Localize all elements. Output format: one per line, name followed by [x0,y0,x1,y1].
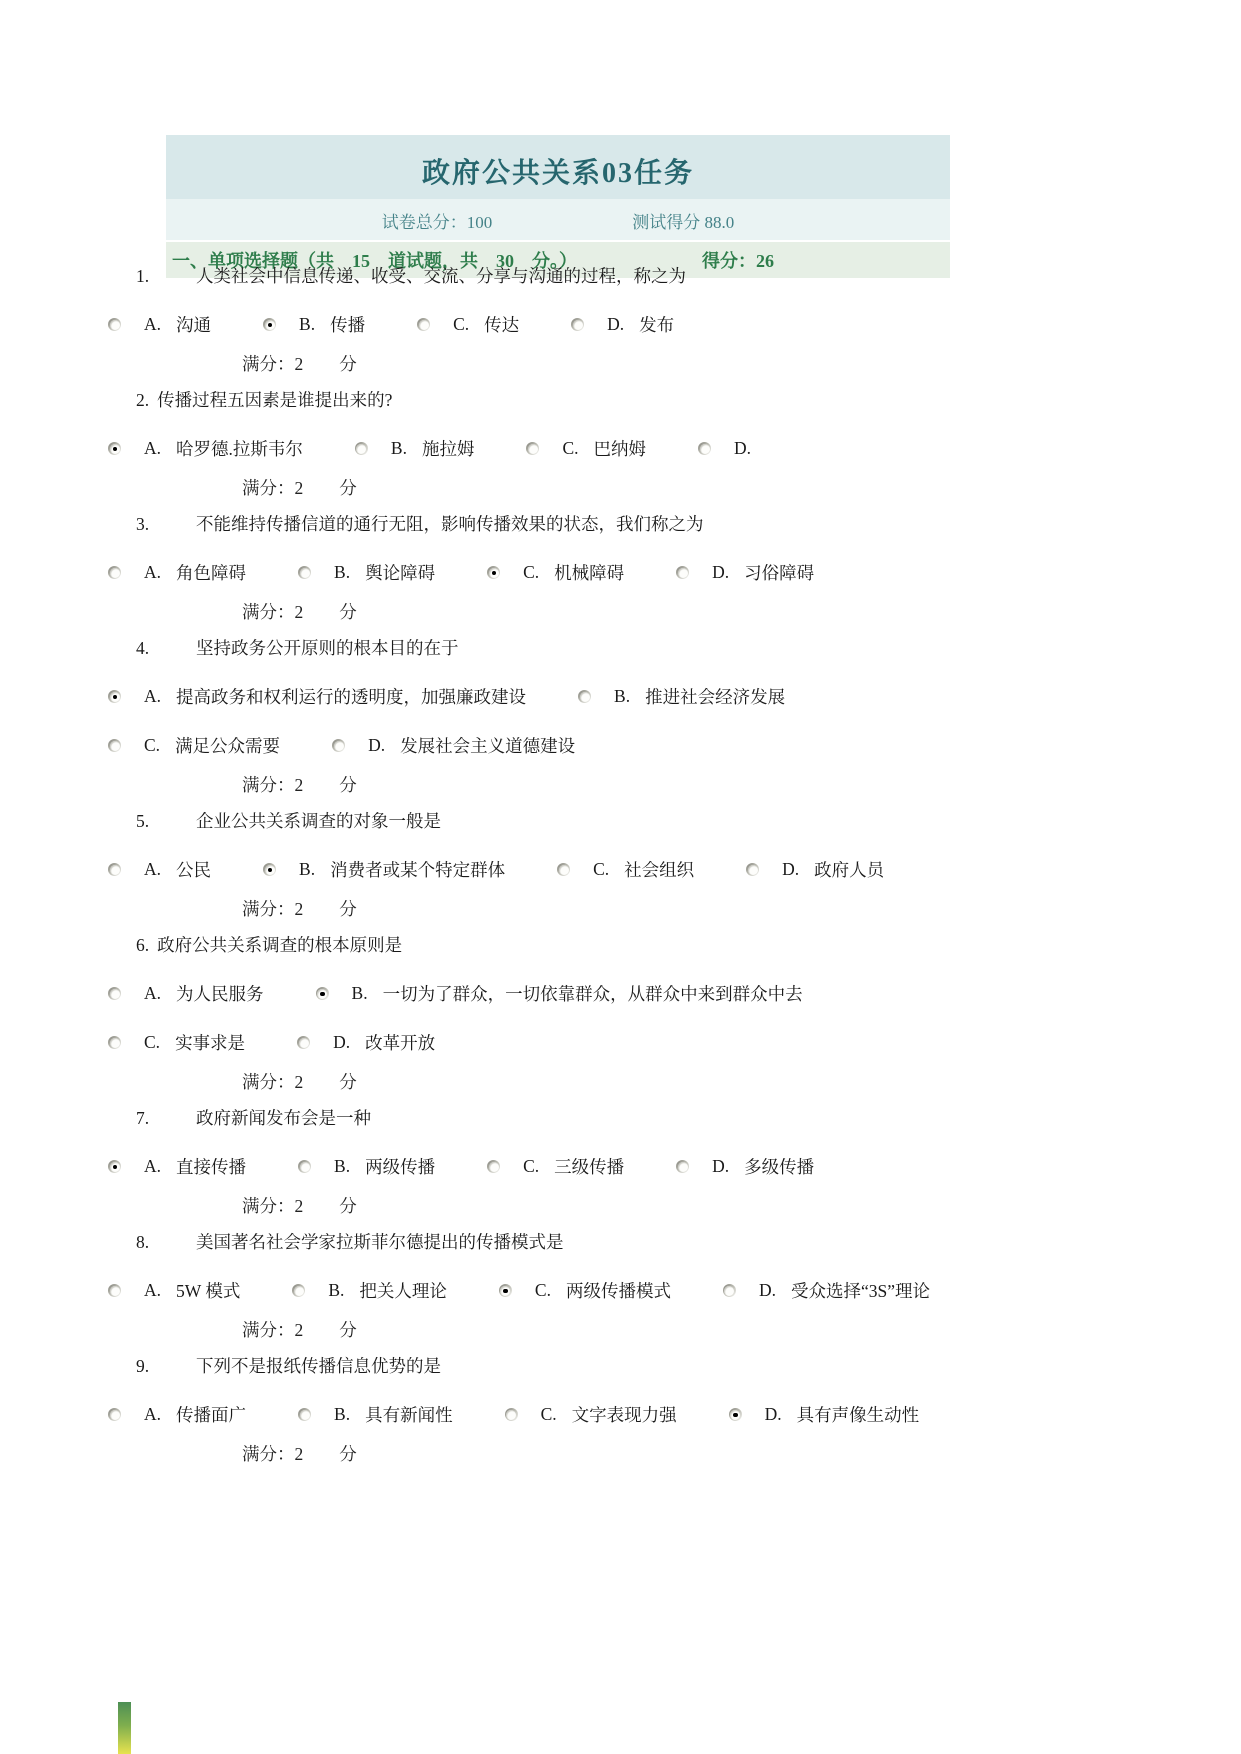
option-letter: C. [523,562,540,582]
option-radio[interactable] [723,1284,736,1297]
option-letter: D. [607,314,625,334]
option-letter: C. [453,314,470,334]
option-text: 两级传播模式 [565,1281,671,1301]
option-letter: D. [782,859,800,879]
max-score-value: 2 [294,1196,304,1216]
question-block [100,1354,1040,1466]
option-text: 舆论障碍 [365,563,436,583]
option [298,1402,453,1427]
max-score-unit: 分 [339,1320,357,1340]
option-radio[interactable] [487,1160,500,1173]
option-text: 社会组织 [624,860,695,880]
option [108,560,246,585]
max-score-value: 2 [294,775,304,795]
question-number: 1. [136,266,150,286]
option-radio[interactable] [355,442,368,455]
max-score-line [100,772,1040,797]
option-text: 机械障碍 [554,563,625,583]
option-letter: C. [523,1156,540,1176]
max-score-value: 2 [294,1320,304,1340]
option-letter: B. [328,1280,345,1300]
max-score-label: 满分： [242,602,295,622]
option-radio[interactable] [332,739,345,752]
option-radio[interactable] [108,1408,121,1421]
option-radio[interactable] [746,863,759,876]
option [676,1154,814,1179]
question-number: 2. [136,390,150,410]
option-radio[interactable] [263,318,276,331]
option-text: 推进社会经济发展 [645,687,786,707]
option [108,981,264,1006]
max-score-label: 满分： [242,478,295,498]
option [316,981,803,1006]
max-score-label: 满分： [242,1320,295,1340]
option [499,1278,671,1303]
option-radio[interactable] [108,1160,121,1173]
option-letter: B. [334,562,351,582]
option-radio[interactable] [108,1284,121,1297]
max-score-label: 满分： [242,1444,295,1464]
option-letter: B. [299,859,316,879]
option-radio[interactable] [108,318,121,331]
option-text: 公民 [176,860,212,880]
option-radio[interactable] [526,442,539,455]
option-letter: D. [712,562,730,582]
question-text: 人类社会中信息传递、收受、交流、分享与沟通的过程，称之为 [196,266,686,286]
total-score-label: 试卷总分： [381,213,467,232]
option-text: 文字表现力强 [571,1405,677,1425]
max-score-label: 满分： [242,775,295,795]
question-text: 坚持政务公开原则的根本目的在于 [196,638,459,658]
option [108,857,211,882]
option-radio[interactable] [108,566,121,579]
option [676,560,814,585]
options-row [100,684,1040,709]
option [746,857,884,882]
option-letter: B. [299,314,316,334]
options-row [100,1278,1040,1303]
question-number: 8. [136,1232,150,1252]
question-line [100,512,1040,536]
option-text: 巴纳姆 [593,439,647,459]
result-score [632,208,734,233]
option [108,1030,245,1055]
option-letter: A. [144,438,162,458]
option [108,1154,246,1179]
option-letter: C. [144,735,161,755]
option-letter: C. [534,1280,551,1300]
option-radio[interactable] [578,690,591,703]
option-radio[interactable] [571,318,584,331]
option-text: 改革开放 [365,1033,436,1053]
page-title: 政府公共关系03任务 [421,158,694,189]
options-row [100,560,1040,585]
option [417,312,519,337]
option-text: 5W 模式 [176,1281,241,1301]
option-text: 消费者或某个特定群体 [330,860,506,880]
options-row [100,436,1040,461]
option-text: 沟通 [176,315,212,335]
max-score-value: 2 [294,602,304,622]
question-line [100,636,1040,660]
max-score-value: 2 [294,1444,304,1464]
question-text: 政府新闻发布会是一种 [196,1108,371,1128]
option-text: 把关人理论 [359,1281,447,1301]
question-number: 4. [136,638,150,658]
question-line [100,933,1040,957]
question-number: 9. [136,1356,150,1376]
option-text: 具有声像生动性 [796,1405,920,1425]
max-score-label: 满分： [242,899,295,919]
question-text: 不能维持传播信道的通行无阻，影响传播效果的状态，我们称之为 [196,514,704,534]
option [108,733,280,758]
option-radio[interactable] [557,863,570,876]
question-number: 5. [136,811,150,831]
max-score-line [100,351,1040,376]
option-text: 多级传播 [744,1157,815,1177]
option-text: 发展社会主义道德建设 [400,736,576,756]
option [571,312,674,337]
max-score-value: 2 [294,478,304,498]
option-letter: D. [368,735,386,755]
question-block [100,1106,1040,1218]
option [297,1030,435,1055]
option-radio[interactable] [698,442,711,455]
max-score-line [100,1317,1040,1342]
option [487,1154,624,1179]
option-letter: D. [734,438,752,458]
max-score-unit: 分 [339,1444,357,1464]
options-row [100,857,1040,882]
title-bar [166,135,950,199]
question-number: 7. [136,1108,150,1128]
max-score-label: 满分： [242,354,295,374]
option-radio[interactable] [676,566,689,579]
option-radio[interactable] [676,1160,689,1173]
max-score-value: 2 [294,1072,304,1092]
question-text: 传播过程五因素是谁提出来的? [157,390,393,410]
section-title: 一、单项选择题（共 15 道试题，共 30 分。） [172,251,577,271]
option-radio[interactable] [298,1408,311,1421]
max-score-value: 2 [294,899,304,919]
option-radio[interactable] [108,739,121,752]
question-block [100,933,1040,1094]
max-score-unit: 分 [339,602,357,622]
max-score-unit: 分 [339,775,357,795]
option [292,1278,447,1303]
question-text: 美国著名社会学家拉斯菲尔德提出的传播模式是 [196,1232,564,1252]
max-score-line [100,1193,1040,1218]
option-letter: C. [593,859,610,879]
option-radio[interactable] [108,442,121,455]
result-score-value: 88.0 [704,213,735,232]
option-letter: A. [144,1156,162,1176]
max-score-line [100,475,1040,500]
result-score-label: 测试得分 [632,213,701,232]
option-letter: D. [333,1032,351,1052]
option-text: 发布 [639,315,675,335]
option [108,1278,240,1303]
options-row [100,981,1040,1006]
partial-scrolled-graphic [118,1702,131,1754]
option [108,684,526,709]
question-line [100,264,1040,288]
option-radio[interactable] [108,863,121,876]
max-score-line [100,1441,1040,1466]
max-score-unit: 分 [339,1072,357,1092]
option [355,436,475,461]
option [298,1154,435,1179]
options-row [100,1402,1040,1427]
question-block [100,1230,1040,1342]
option-text: 两级传播 [365,1157,436,1177]
option-radio[interactable] [292,1284,305,1297]
total-score [382,208,493,233]
option [578,684,785,709]
max-score-label: 满分： [242,1072,295,1092]
question-line [100,1106,1040,1130]
option-text: 一切为了群众，一切依靠群众，从群众中来到群众中去 [382,984,803,1004]
max-score-line [100,599,1040,624]
max-score-value: 2 [294,354,304,374]
option-letter: B. [351,983,368,1003]
option-radio[interactable] [316,987,329,1000]
option-text: 施拉姆 [421,439,475,459]
option-letter: B. [614,686,631,706]
option-text: 传播面广 [176,1405,247,1425]
question-line [100,1354,1040,1378]
question-block [100,636,1040,797]
option [108,1402,246,1427]
option [487,560,624,585]
option-text: 提高政务和权利运行的透明度，加强廉政建设 [176,687,527,707]
option-letter: B. [334,1404,351,1424]
option-text: 哈罗德.拉斯韦尔 [176,439,303,459]
option-radio[interactable] [298,566,311,579]
max-score-label: 满分： [242,1196,295,1216]
option-letter: A. [144,314,162,334]
question-text: 政府公共关系调查的根本原则是 [157,935,403,955]
option [332,733,575,758]
option-radio[interactable] [729,1408,742,1421]
option-radio[interactable] [263,863,276,876]
option [263,857,505,882]
option-letter: C. [144,1032,161,1052]
option-radio[interactable] [298,1160,311,1173]
option-letter: D. [764,1404,782,1424]
question-line [100,1230,1040,1254]
option-text: 习俗障碍 [744,563,815,583]
max-score-unit: 分 [339,899,357,919]
option-letter: B. [334,1156,351,1176]
option-text: 三级传播 [554,1157,625,1177]
question-line [100,388,1040,412]
option-letter: A. [144,859,162,879]
option-radio[interactable] [108,987,121,1000]
option-letter: C. [562,438,579,458]
option-letter: D. [758,1280,776,1300]
option [505,1402,677,1427]
option-letter: A. [144,1404,162,1424]
options-row [100,1154,1040,1179]
options-row [100,1030,1040,1055]
option-radio[interactable] [505,1408,518,1421]
option-text: 政府人员 [814,860,885,880]
option-text: 受众选择“3S”理论 [790,1281,931,1301]
max-score-line [100,896,1040,921]
options-row [100,733,1040,758]
option-text: 角色障碍 [176,563,247,583]
option [729,1402,920,1427]
option-letter: A. [144,686,162,706]
max-score-unit: 分 [339,478,357,498]
max-score-unit: 分 [339,354,357,374]
option-letter: A. [144,1280,162,1300]
option-letter: D. [712,1156,730,1176]
section-score-value: 26 [756,251,774,271]
option-radio[interactable] [487,566,500,579]
option-text: 传达 [484,315,520,335]
option-radio[interactable] [297,1036,310,1049]
option [526,436,646,461]
max-score-line [100,1069,1040,1094]
question-block [100,512,1040,624]
option-text: 为人民服务 [176,984,264,1004]
option-text: 直接传播 [176,1157,247,1177]
question-block [100,388,1040,500]
option-text: 实事求是 [175,1033,246,1053]
option [108,312,211,337]
question-line [100,809,1040,833]
question-block [100,264,1040,376]
option-radio[interactable] [108,690,121,703]
option [108,436,303,461]
option [263,312,365,337]
section-score-label: 得分： [702,251,756,271]
total-score-value: 100 [466,213,493,232]
option-letter: B. [390,438,407,458]
option-letter: A. [144,983,162,1003]
option-radio[interactable] [108,1036,121,1049]
max-score-unit: 分 [339,1196,357,1216]
score-summary-bar [166,199,950,240]
option [723,1278,930,1303]
question-text: 企业公共关系调查的对象一般是 [196,811,441,831]
question-number: 6. [136,935,150,955]
option [557,857,694,882]
options-row [100,312,1040,337]
option-letter: C. [540,1404,557,1424]
option-letter: A. [144,562,162,582]
option [298,560,435,585]
question-block [100,809,1040,921]
option-text: 具有新闻性 [365,1405,453,1425]
question-number: 3. [136,514,150,534]
option-text: 传播 [330,315,366,335]
option-radio[interactable] [499,1284,512,1297]
option-text: 满足公众需要 [175,736,281,756]
question-text: 下列不是报纸传播信息优势的是 [196,1356,441,1376]
option-radio[interactable] [417,318,430,331]
option [698,438,766,459]
questions [100,252,1040,1476]
